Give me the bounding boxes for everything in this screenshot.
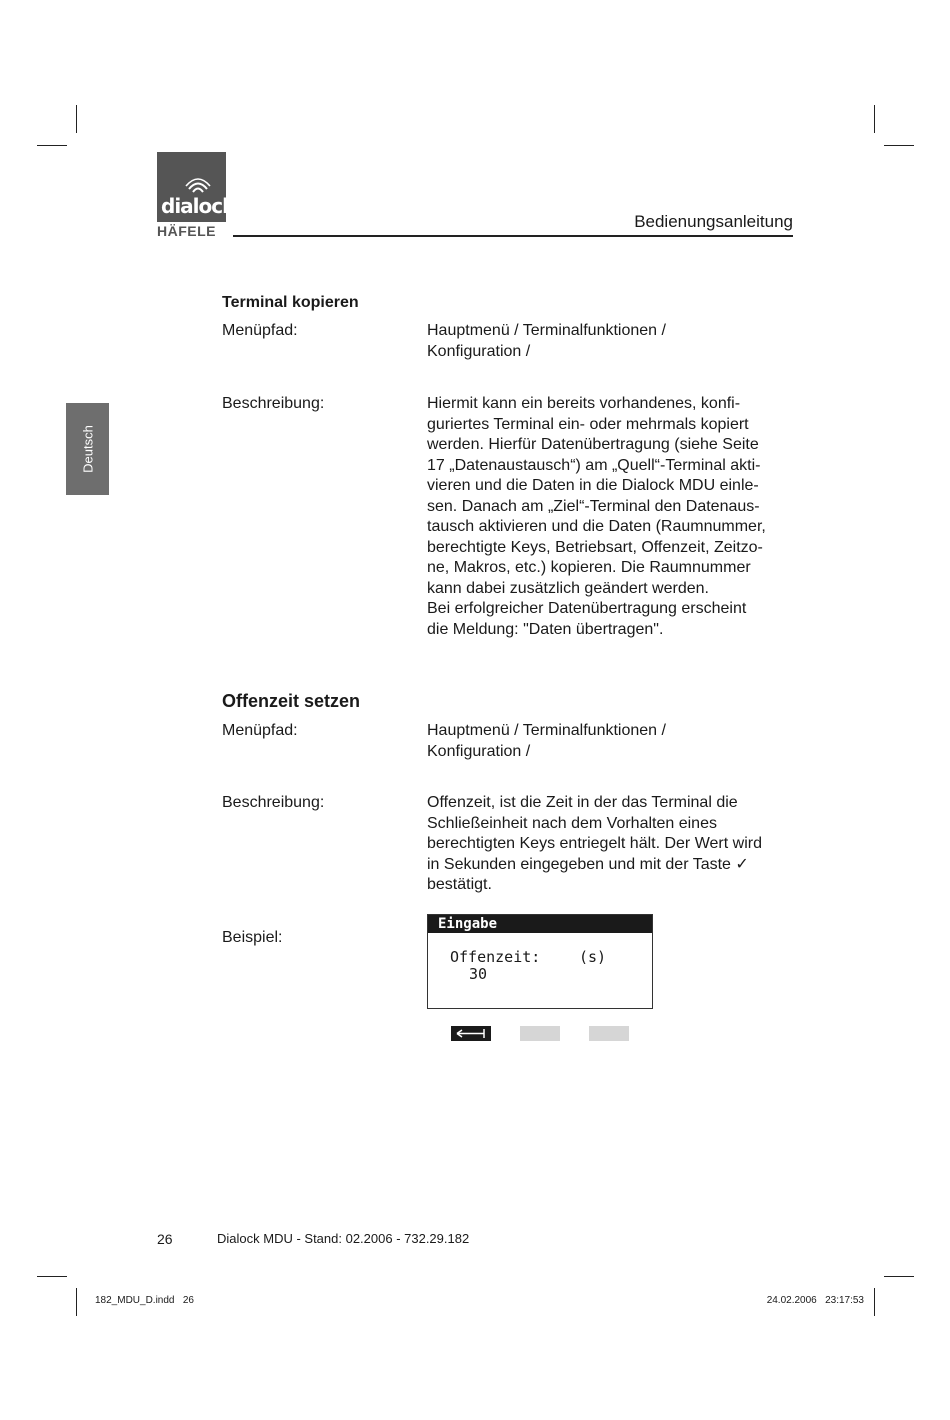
header-rule xyxy=(233,235,793,237)
crop-mark xyxy=(874,105,875,133)
display-unit: (s) xyxy=(579,948,607,966)
signal-icon xyxy=(185,176,211,194)
footer-document-info: Dialock MDU - Stand: 02.2006 - 732.29.182 xyxy=(217,1231,470,1246)
crop-mark xyxy=(76,1288,77,1316)
menu-path-value: Hauptmenü / Terminalfunktionen / Konfiguration / xyxy=(427,722,666,760)
slug-datetime: 24.02.2006 23:17:53 xyxy=(766,1295,864,1306)
description-text: Offenzeit, ist die Zeit in der das Terminal die Schließeinheit nach dem Vorhalten eines berechtigten Keys entriegelt hält. Der Wert wird in Sekunden eingegeben und mit der Taste ✓ bestätigt. xyxy=(427,794,762,893)
crop-mark xyxy=(37,1276,67,1277)
display-field-label: Offenzeit: xyxy=(450,948,541,966)
menu-path-value: Hauptmenü / Terminalfunktionen / Konfiguration / xyxy=(427,322,666,360)
description-label: Beschreibung: xyxy=(222,395,325,412)
slug-file: 182_MDU_D.indd 26 xyxy=(95,1295,194,1306)
menu-path-label: Menüpfad: xyxy=(222,322,298,339)
description-label: Beschreibung: xyxy=(222,794,325,811)
crop-mark xyxy=(874,1288,875,1316)
crop-mark xyxy=(76,105,77,133)
crop-mark xyxy=(37,145,67,146)
menu-path-label: Menüpfad: xyxy=(222,722,298,739)
logo-brand: HÄFELE xyxy=(157,223,216,239)
crop-mark xyxy=(884,145,914,146)
softkey-return[interactable] xyxy=(451,1026,491,1041)
language-tab xyxy=(66,403,109,495)
header-title: Bedienungsanleitung xyxy=(634,212,793,231)
section-title-terminal-kopieren: Terminal kopieren xyxy=(222,294,359,311)
display-title: Eingabe xyxy=(428,915,652,933)
softkey-blank[interactable] xyxy=(589,1026,629,1041)
description-text: Hiermit kann ein bereits vorhandenes, konfi- guriertes Terminal ein- oder mehrmals kopiert werden. Hierfür Datenübertragung (siehe Seite 17 „Datenaustausch“) am „Quell“-Terminal akti- vieren und die Daten in die Dialock MDU einle- sen. Danach am „Ziel“-Terminal den Datenaus- tausch aktivieren und die Daten (Raumnummer, berechtigte Keys, Betriebsart, Offenzeit, Zeitzo- ne, Makros, etc.) kopieren. Die Raumnummer kann dabei zusätzlich geändert werden. Bei erfolgreicher Datenübertragung erscheint die Meldung: "Daten übertragen". xyxy=(427,395,766,638)
display-screen xyxy=(427,914,653,1009)
softkey-blank[interactable] xyxy=(520,1026,560,1041)
return-arrow-icon xyxy=(451,1026,491,1041)
logo-wordmark: dialock xyxy=(161,194,235,218)
crop-mark xyxy=(884,1276,914,1277)
display-value: 30 xyxy=(469,965,488,983)
example-label: Beispiel: xyxy=(222,929,283,946)
page-number: 26 xyxy=(157,1231,173,1247)
language-tab-label: Deutsch xyxy=(80,425,95,473)
dialock-logo xyxy=(157,152,235,222)
section-title-offenzeit-setzen: Offenzeit setzen xyxy=(222,691,361,711)
